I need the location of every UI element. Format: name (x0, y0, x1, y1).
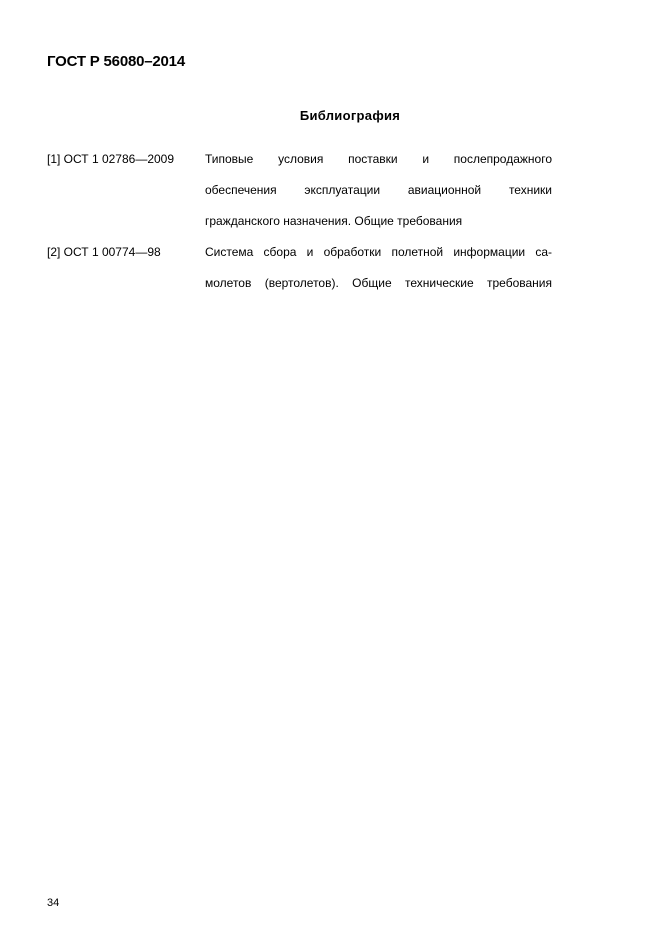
bibliography-list (47, 144, 552, 299)
bibliography-text-2 (205, 237, 552, 299)
document-header: ГОСТ Р 56080–2014 (47, 53, 185, 70)
bibliography-title-text: Библиография (299, 108, 401, 123)
bibliography-line: Система сбора и обработки полетной информации са- (205, 245, 552, 259)
bibliography-ref-1: [1] ОСТ 1 02786—2009 (47, 152, 175, 166)
bibliography-text-1 (205, 144, 552, 237)
bibliography-title (0, 108, 600, 123)
page-number: 34 (47, 897, 60, 909)
bibliography-line: Типовые условия поставки и послепродажного (205, 152, 552, 166)
bibliography-line: молетов (вертолетов). Общие технические требования (205, 276, 552, 290)
bibliography-entry-2 (47, 237, 552, 299)
bibliography-line: гражданского назначения. Общие требования (205, 214, 463, 228)
bibliography-entry-1 (47, 144, 552, 237)
bibliography-ref-2: [2] ОСТ 1 00774—98 (47, 245, 161, 259)
bibliography-line: обеспечения эксплуатации авиационной техники (205, 183, 552, 197)
